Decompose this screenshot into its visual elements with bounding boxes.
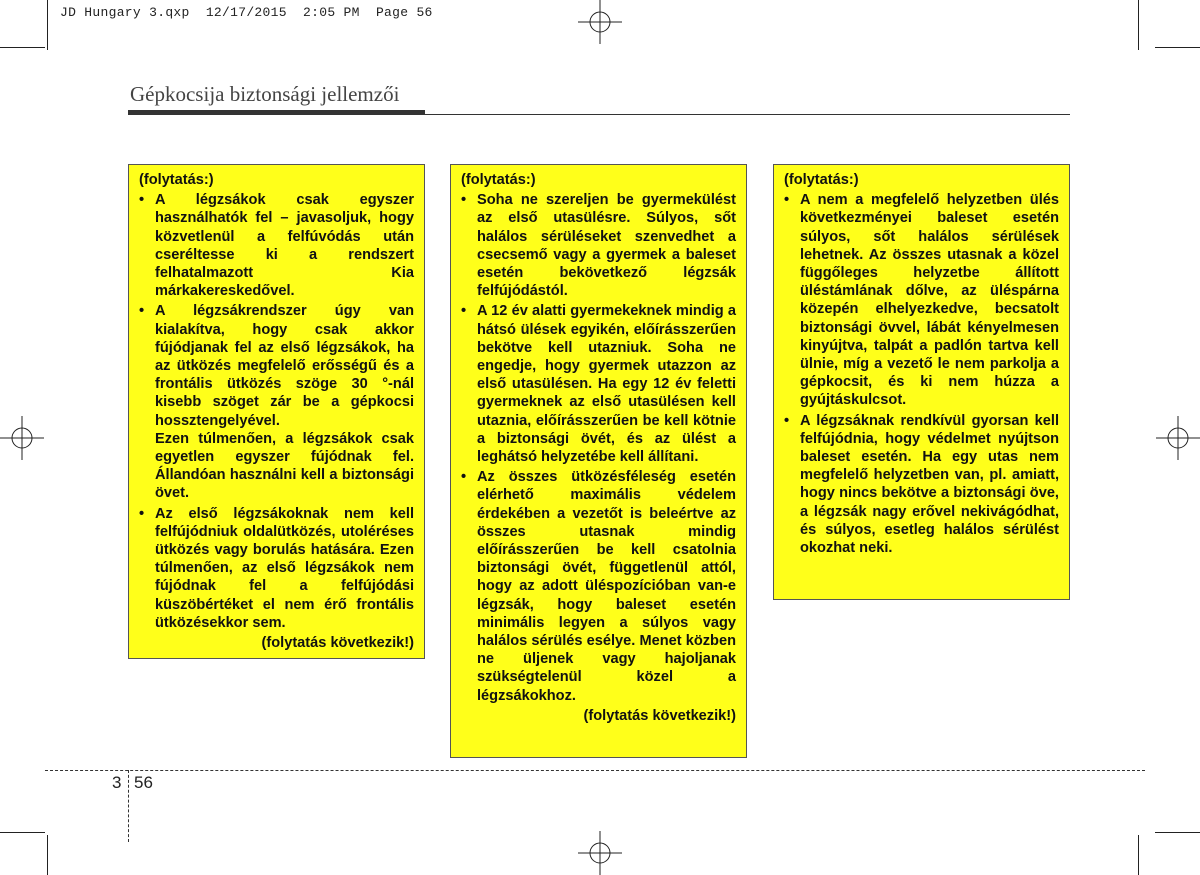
list-item — [139, 302, 414, 502]
continues-label: (folytatás következik!) — [583, 707, 736, 724]
crop-mark — [1155, 47, 1200, 48]
paragraph: Az összes ütközésféleség esetén elérhető maximális védelem érdekében a vezetőt is beleértve az összes utasnak mindig előírásszerűen be kell csatolnia biztonsági övét, függetlenül attól, hogy az adott üléspozícióban van-e légzsák, hogy baleset esetén minimális legyen a súlyos vagy halálos sérülés esélye. Menet közben ne üljenek vagy hajoljanak szükségtelenül közel a légzsákokhoz. — [477, 469, 736, 704]
paragraph: A légzsákok csak egyszer használhatók fel – javasoljuk, hogy közvetlenül a felfúvódás után cseréltesse ki a rendszert felhatalmazott Kia márkakereskedővel. — [155, 192, 414, 300]
crop-mark — [1138, 835, 1139, 875]
paragraph: A nem a megfelelő helyzetben ülés következményei baleset esetén súlyos, sőt halálos sérülések lehetnek. Az összes utasnak a közel függőleges helyzetbe állított üléstámlának dőlve, az üléspárna közepén elhelyezkedve, becsatolt biztonsági övvel, lábát kényelmesen kinyújtva, talpát a padlón tartva kell ülnie, míg a vezető le nem parkolja a gépkocsit, és ki nem húzza a gyújtáskulcsot. — [800, 192, 1059, 409]
bullet-icon: • — [139, 303, 145, 320]
bullet-icon: • — [461, 469, 467, 486]
paragraph: Soha ne szereljen be gyermekülést az első utasülésre. Súlyos, sőt halálos sérüléseket szenvedhet a csecsemő vagy a gyermek a baleset esetén bekövetkező légzsák felfújódástól. — [477, 192, 736, 300]
warning-box — [773, 164, 1070, 600]
continues-label: (folytatás következik!) — [261, 635, 414, 652]
list-item — [139, 191, 414, 300]
crop-mark — [1155, 832, 1200, 833]
registration-mark-icon — [578, 0, 622, 44]
footer-rule — [45, 770, 1145, 771]
crop-mark — [47, 835, 48, 875]
paragraph: Ezen túlmenően, a légzsákok csak egyetlen egyszer fújódnak fel. Állandóan használni kell a biztonsági övet. — [155, 430, 414, 502]
crop-mark — [0, 47, 45, 48]
print-info: JD Hungary 3.qxp 12/17/2015 2:05 PM Page 56 — [60, 5, 433, 20]
paragraph: A légzsáknak rendkívül gyorsan kell felfújódnia, hogy védelmet nyújtson baleset esetén. Ha egy utas nem megfelelő helyzetben van, pl. amiatt, hogy nincs bekötve a biztonsági öve, a légzsák nagy erővel nekivágódhat, és súlyos, esetleg halálos sérülést okozhat neki. — [800, 412, 1059, 557]
page-number: 56 — [134, 773, 153, 792]
registration-mark-icon — [0, 416, 44, 460]
chapter-number: 3 — [112, 773, 122, 792]
list-item — [461, 302, 736, 466]
bullet-icon: • — [784, 192, 790, 209]
header-rule — [128, 114, 1070, 115]
registration-mark-icon — [1156, 416, 1200, 460]
crop-mark — [47, 0, 48, 50]
paragraph: Az első légzsákoknak nem kell felfújódniuk oldalütközés, utoléréses ütközés vagy borulás hatására. Ezen túlmenően, az első légzsákok nem fújódnak fel a felfújódási küszöbértéket el nem érő frontális ütközésekkor sem. — [155, 505, 414, 631]
list-item — [139, 505, 414, 632]
list-item — [784, 191, 1059, 409]
continued-label: (folytatás:) — [139, 172, 214, 188]
continued-label: (folytatás:) — [784, 172, 859, 188]
continued-label: (folytatás:) — [461, 172, 536, 188]
bullet-icon: • — [461, 192, 467, 209]
paragraph: A 12 év alatti gyermekeknek mindig a hátsó ülések egyikén, előírásszerűen bekötve kell utazniuk. Soha ne engedje, hogy gyermek utazzon az első utasülésen. Ha egy 12 év feletti gyermeknek az első utasülésen kell utaznia, előírásszerűen be kell kötnie a biztonsági övét, és az ülést a leghátsó helyzetébe kell állítani. — [477, 303, 736, 466]
bullet-icon: • — [784, 412, 790, 429]
bullet-icon: • — [139, 192, 145, 209]
warning-list — [139, 191, 414, 632]
crop-mark — [0, 832, 45, 833]
warning-list — [784, 191, 1059, 557]
bullet-icon: • — [139, 505, 145, 522]
warning-box — [128, 164, 425, 659]
warning-box — [450, 164, 747, 758]
registration-mark-icon — [578, 831, 622, 875]
section-title: Gépkocsija biztonsági jellemzői — [130, 82, 400, 106]
paragraph: A légzsákrendszer úgy van kialakítva, hogy csak akkor fújódjanak fel az első légzsákok, ha az ütközés megfelelő erősségű és a frontális ütközés szöge 30 °-nál kisebb szöget zár be a gépkocsi hossztengelyével. — [155, 303, 414, 429]
list-item — [784, 412, 1059, 558]
list-item — [461, 191, 736, 300]
warning-list — [461, 191, 736, 705]
footer-divider — [128, 770, 129, 842]
crop-mark — [1138, 0, 1139, 50]
list-item — [461, 468, 736, 705]
bullet-icon: • — [461, 303, 467, 320]
